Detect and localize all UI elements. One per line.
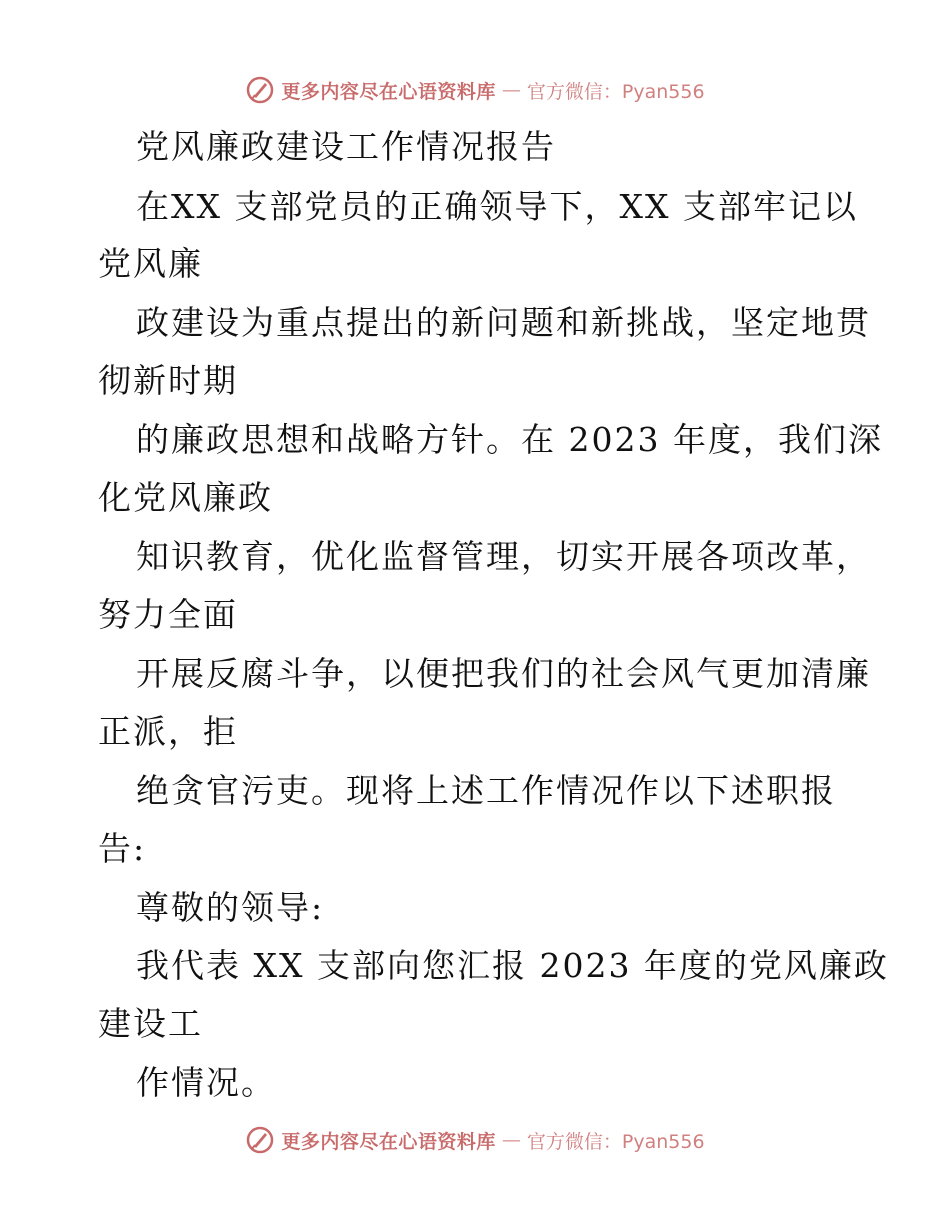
body-line: 知识教育，优化监督管理，切实开展各项改革， [136, 537, 871, 576]
document-title: 党风廉政建设工作情况报告 [136, 127, 556, 166]
body-line: 绝贪官污吏。现将上述工作情况作以下述职报 [136, 771, 836, 810]
watermark-brand-text: 更多内容尽在心语资料库 [281, 80, 496, 103]
body-line: 开展反腐斗争，以便把我们的社会风气更加清廉 [136, 654, 871, 693]
watermark-separator: — [501, 1129, 521, 1151]
footer-watermark [0, 1120, 950, 1160]
salutation: 尊敬的领导: [136, 888, 325, 927]
body-line: 告: [98, 829, 147, 868]
body-line: 的廉政思想和战略方针。在 2023 年度，我们深 [136, 420, 883, 459]
body-line: 政建设为重点提出的新问题和新挑战，坚定地贯 [136, 303, 871, 342]
body-line: 作情况。 [136, 1063, 276, 1102]
quill-seal-icon [245, 75, 275, 105]
body-line: 正派，拒 [98, 712, 238, 751]
body-line: 我代表 XX 支部向您汇报 2023 年度的党风廉政 [136, 946, 889, 985]
body-line: 化党风廉政 [98, 478, 273, 517]
header-watermark [0, 70, 950, 110]
watermark-separator: — [501, 79, 521, 101]
body-line: 建设工 [98, 1004, 203, 1043]
body-line: 在XX 支部党员的正确领导下，XX 支部牢记以 [136, 187, 858, 226]
watermark-contact-text: 官方微信：Pyan556 [526, 1130, 705, 1153]
body-line: 努力全面 [98, 595, 238, 634]
quill-seal-icon [245, 1125, 275, 1155]
body-line: 党风廉 [98, 244, 203, 283]
watermark-contact-text: 官方微信：Pyan556 [526, 80, 705, 103]
watermark-brand-text: 更多内容尽在心语资料库 [281, 1130, 496, 1153]
body-line: 彻新时期 [98, 361, 238, 400]
